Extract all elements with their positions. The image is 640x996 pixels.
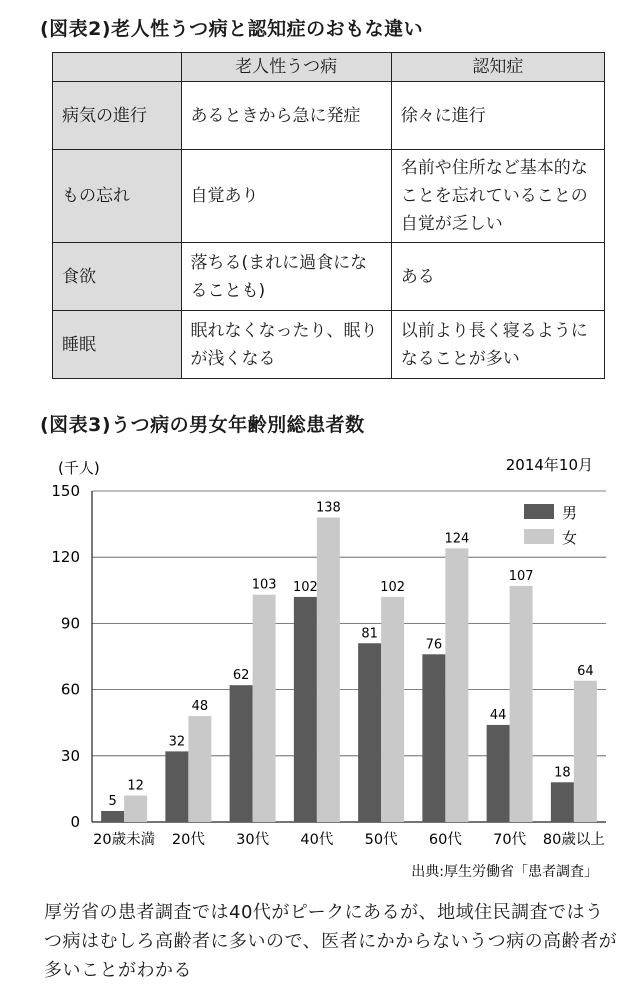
depression-cell: 眠れなくなったり、眠りが浅くなる (181, 311, 391, 379)
dementia-cell: 徐々に進行 (391, 82, 604, 150)
bar-male (165, 751, 188, 822)
bar-female (574, 681, 597, 822)
source-note: 出典:厚生労働省「患者調査」 (411, 864, 598, 880)
data-label: 124 (444, 531, 470, 547)
bar-female (445, 548, 468, 822)
table-row (53, 82, 605, 150)
data-label: 32 (168, 734, 186, 750)
bar-male (422, 654, 445, 822)
row-label: 食欲 (53, 243, 182, 311)
x-tick-label: 70代 (493, 832, 527, 848)
y-tick-label: 150 (51, 482, 80, 500)
bar-female (124, 796, 147, 822)
bar-male (294, 597, 317, 822)
bar-male (358, 643, 381, 822)
bar-male (551, 782, 574, 822)
x-tick-label: 40代 (300, 832, 334, 848)
bar-male (230, 685, 253, 822)
bar-female (188, 716, 211, 822)
header-dementia: 認知症 (391, 53, 604, 82)
depression-cell: 自覚あり (181, 150, 391, 243)
y-tick-label: 30 (60, 746, 80, 765)
x-tick-label: 80歳以上 (542, 832, 605, 848)
bar-male (101, 811, 124, 822)
x-tick-label: 60代 (428, 832, 462, 848)
legend-label: 女 (562, 529, 578, 547)
legend-swatch (524, 529, 554, 544)
table-row (53, 243, 605, 311)
bar-female (381, 597, 404, 822)
x-tick-label: 20歳未満 (93, 832, 156, 848)
data-label: 102 (380, 579, 406, 595)
dementia-cell: 以前より長く寝るようになることが多い (391, 311, 604, 379)
date-label: 2014年10月 (505, 456, 593, 474)
depression-cell: 落ちる(まれに過食になることも) (181, 243, 391, 311)
dementia-cell: ある (391, 243, 604, 311)
bar-female (510, 586, 533, 822)
data-label: 102 (292, 579, 318, 595)
y-tick-label: 0 (70, 813, 80, 831)
bar-female (317, 517, 340, 822)
data-label: 12 (127, 778, 144, 794)
data-label: 44 (489, 707, 507, 723)
table-row (53, 150, 605, 243)
bar-male (487, 725, 510, 822)
row-label: 睡眠 (53, 311, 182, 379)
caption-text: 厚労省の患者調査では40代がピークにあるが、地域住民調査ではうつ病はむしろ高齢者に多いので、医者にかからないうつ病の高齢者が多いことがわかる (44, 902, 618, 981)
row-label: もの忘れ (53, 150, 182, 243)
data-label: 107 (508, 568, 534, 584)
depression-cell: あるときから急に発症 (181, 82, 391, 150)
legend-swatch (524, 504, 554, 519)
data-label: 138 (315, 500, 341, 516)
bar-chart (0, 440, 640, 885)
legend-label: 男 (562, 504, 578, 522)
data-label: 48 (191, 699, 209, 715)
data-label: 5 (108, 793, 117, 809)
data-label: 64 (577, 663, 594, 679)
data-label: 18 (554, 765, 571, 781)
data-label: 81 (361, 626, 378, 642)
table-row (53, 311, 605, 379)
bar-female (253, 595, 276, 822)
x-tick-label: 30代 (236, 832, 270, 848)
comparison-table (52, 52, 605, 379)
header-blank (53, 53, 182, 82)
chart-title: (図表3)うつ病の男女年齢別総患者数 (40, 414, 365, 436)
table-header-row (53, 53, 605, 82)
data-label: 62 (232, 668, 250, 684)
y-axis-unit: (千人) (58, 459, 100, 477)
row-label: 病気の進行 (53, 82, 182, 150)
y-tick-label: 90 (60, 614, 80, 633)
table-title: (図表2)老人性うつ病と認知症のおもな違い (40, 18, 424, 40)
dementia-cell: 名前や住所など基本的なことを忘れていることの自覚が乏しい (391, 150, 604, 243)
data-label: 103 (251, 577, 277, 593)
x-tick-label: 50代 (364, 832, 398, 848)
y-tick-label: 120 (51, 548, 80, 567)
y-tick-label: 60 (60, 680, 80, 699)
x-tick-label: 20代 (171, 832, 205, 848)
header-depression: 老人性うつ病 (181, 53, 391, 82)
data-label: 76 (425, 637, 443, 653)
